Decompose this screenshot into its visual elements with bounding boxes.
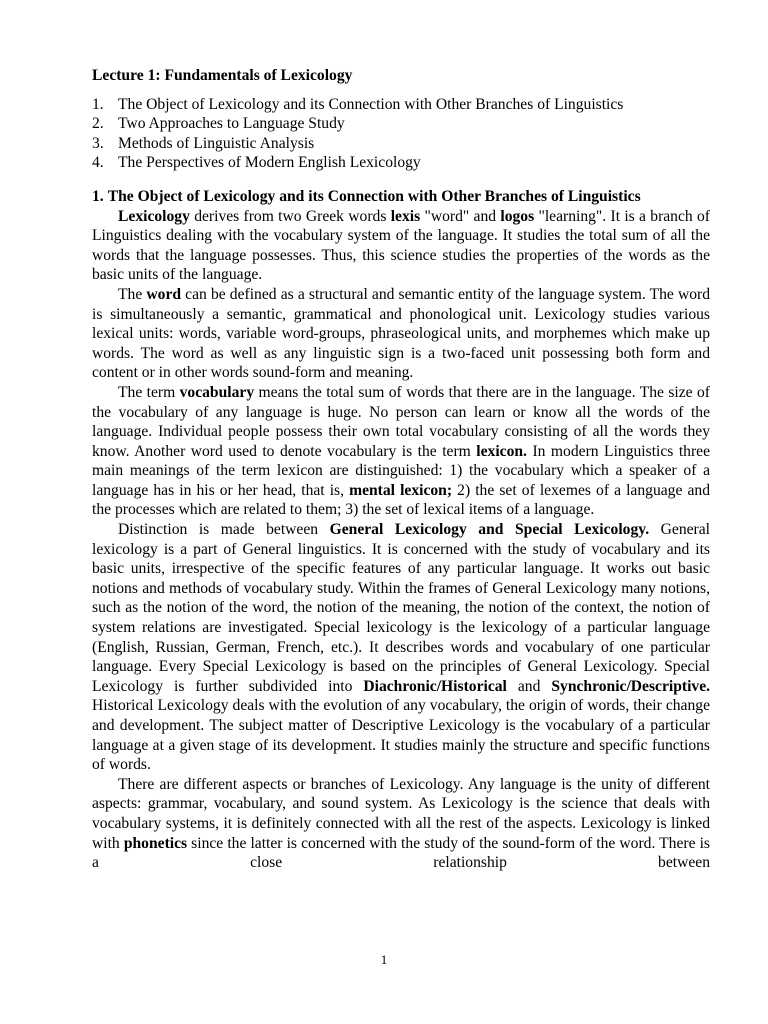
section-number: 1. [92, 187, 104, 205]
paragraph [92, 207, 710, 285]
bold-term: Synchronic/Descriptive. [551, 677, 711, 695]
bold-term: General Lexicology and Special Lexicology. [329, 521, 650, 539]
bold-term: lexis [390, 207, 421, 225]
text-run: can be defined as a structural and semantic entity of the language system. The word is simultaneously a semantic, grammatical and phonological unit. Lexicology studies various lexical units: words, variable word-groups, phraseological units, and morphemes which make up words. The word as well as any linguistic sign is a two-faced unit possessing both form and content or in other words sound-form and meaning. [92, 285, 710, 382]
text-run: There are different aspects or branches of Lexicology. Any language is the unity of different aspects: grammar, vocabulary, and sound system. As Lexicology is the science that deals with vocabulary systems, it is definitely connected with all the rest of the aspects. Lexicology is linked with [92, 775, 710, 852]
section-heading-text: The Object of Lexicology and its Connection with Other Branches of Linguistics [107, 187, 641, 205]
text-run: derives from two Greek words [189, 207, 391, 225]
toc-item-text: The Perspectives of Modern English Lexicology [118, 154, 421, 172]
bold-term: lexicon. [476, 442, 527, 460]
toc-item-number: 4. [92, 154, 104, 172]
toc-item [92, 153, 710, 173]
toc-item-text: Methods of Linguistic Analysis [118, 134, 315, 152]
bold-term: mental lexicon; [349, 481, 453, 499]
toc-item [92, 95, 710, 115]
text-run: Distinction is made between [118, 521, 330, 539]
toc-item-text: Two Approaches to Language Study [118, 115, 345, 133]
bold-term: Diachronic/Historical [363, 677, 507, 695]
text-run: The term [118, 383, 180, 401]
paragraph [92, 383, 710, 520]
bold-term: vocabulary [179, 383, 255, 401]
paragraph [92, 775, 710, 873]
bold-term: logos [500, 207, 535, 225]
text-run: since the latter is concerned with the study of the sound-form of the word. There is a close relationship between [92, 834, 711, 872]
toc-item [92, 114, 710, 134]
lecture-title: Lecture 1: Fundamentals of Lexicology [92, 67, 353, 84]
text-run: The [118, 285, 147, 303]
bold-term: phonetics [123, 834, 188, 852]
toc-item-number: 2. [92, 115, 104, 133]
page-number: 1 [380, 952, 388, 967]
text-run: "learning". It is a branch of Linguistics dealing with the vocabulary system of the language. It studies the total sum of all the words that the language possesses. Thus, this science studies the properties of the words as the basic units of the language. [92, 207, 710, 284]
text-run: General lexicology is a part of General linguistics. It is concerned with the study of vocabulary and its basic units, irrespective of the specific features of any particular language. It works out basic notions and methods of vocabulary study. Within the frames of General Lexicology many notions, such as the notion of the word, the notion of the meaning, the notion of the context, the notion of system relations are investigated. Special lexicology is the lexicology of a particular language (English, Russian, German, French, etc.). It describes words and vocabulary of one particular language. Every Special Lexicology is based on the principles of General Lexicology. Special Lexicology is further subdivided into [92, 521, 711, 695]
toc-item [92, 134, 710, 154]
text-run: Historical Lexicology deals with the evolution of any vocabulary, the origin of words, their change and development. The subject matter of Descriptive Lexicology is the vocabulary of a particular language at a given stage of its development. It studies mainly the structure and specific functions of words. [92, 697, 710, 774]
text-run: and [506, 677, 552, 695]
text-run: means the total sum of words that there are in the language. The size of the vocabulary of any language is huge. No person can learn or know all the words of the language. Individual people possess their own total vocabulary consisting of all the words they know. Another word used to denote vocabulary is the term [92, 383, 710, 460]
text-run: In modern Linguistics three main meanings of the term lexicon are distinguished: 1) the vocabulary which a speaker of a language has in his or her head, that is, [92, 442, 711, 499]
toc-item-number: 3. [92, 134, 104, 152]
table-of-contents [92, 95, 710, 173]
paragraph [92, 520, 710, 775]
text-run: "word" and [420, 207, 501, 225]
toc-item-number: 1. [92, 95, 104, 113]
toc-item-text: The Object of Lexicology and its Connection with Other Branches of Linguistics [118, 95, 624, 113]
body-text [92, 207, 710, 873]
section-heading [92, 187, 710, 207]
text-run: 2) the set of lexemes of a language and the processes which are related to them; 3) the set of lexical items of a language. [92, 481, 710, 519]
paragraph [92, 285, 710, 383]
bold-term: Lexicology [118, 207, 190, 225]
bold-term: word [146, 285, 182, 303]
